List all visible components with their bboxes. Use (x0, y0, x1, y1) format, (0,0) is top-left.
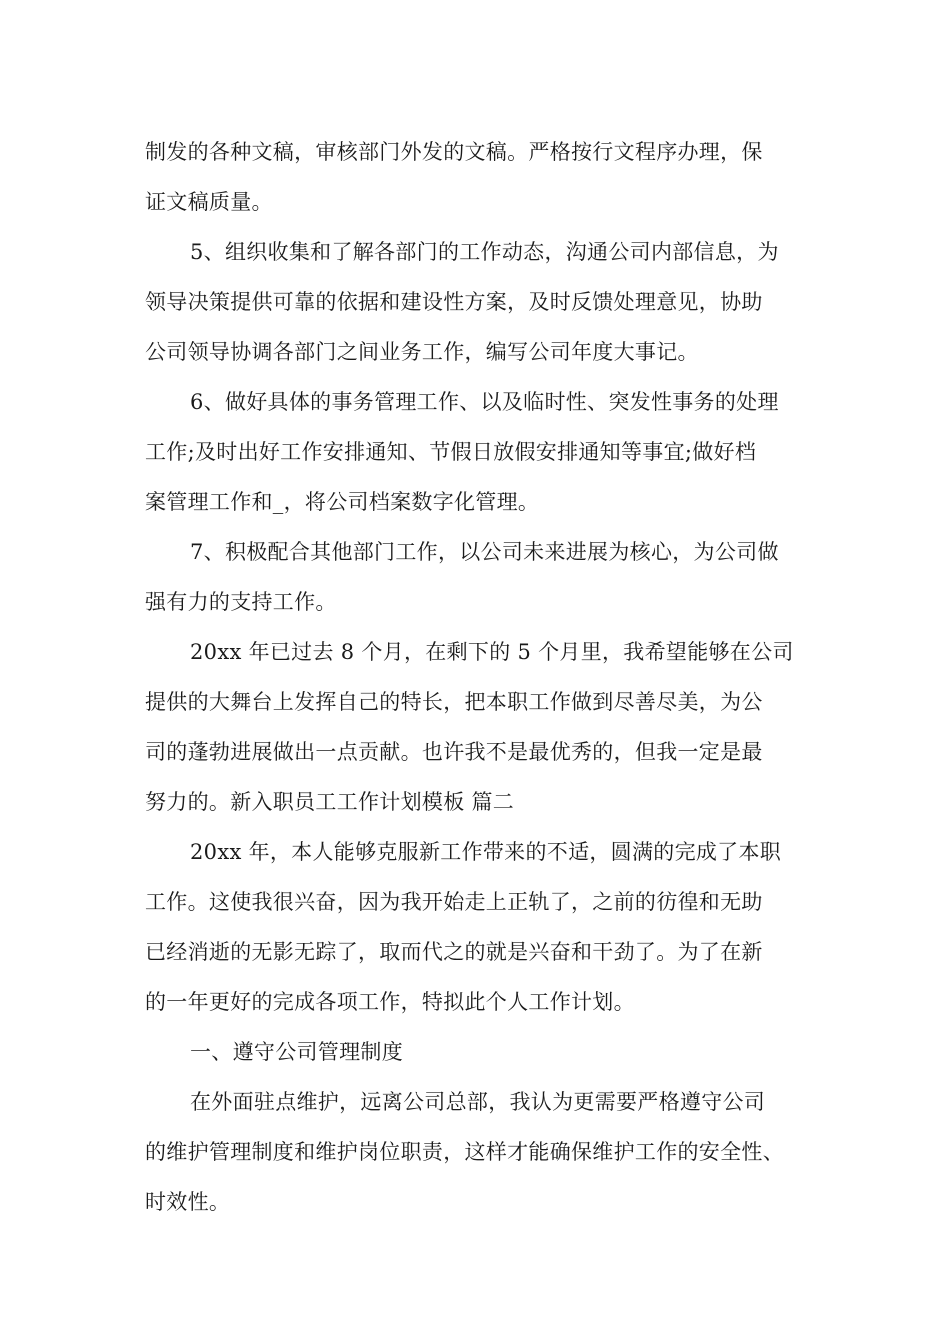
text-line: 时效性。 (145, 1190, 231, 1214)
text-line: 的维护管理制度和维护岗位职责，这样才能确保维护工作的安全性、 (145, 1140, 784, 1164)
text-line: 工作。这使我很兴奋，因为我开始走上正轨了，之前的彷徨和无助 (145, 890, 763, 914)
text-line: 工作;及时出好工作安排通知、节假日放假安排通知等事宜;做好档 (145, 440, 757, 464)
section-heading-line: 努力的。新入职员工工作计划模板 篇二 (145, 790, 515, 814)
text-line: 强有力的支持工作。 (145, 590, 337, 614)
paragraph-summary: 20xx 年已过去 8 个月，在剩下的 5 个月里，我希望能够在公司 (190, 640, 794, 664)
text-line: 制发的各种文稿，审核部门外发的文稿。严格按行文程序办理，保 (145, 140, 763, 164)
paragraph-item-7: 7、积极配合其他部门工作，以公司未来进展为核心，为公司做 (190, 540, 779, 564)
paragraph-item-6: 6、做好具体的事务管理工作、以及临时性、突发性事务的处理 (190, 390, 779, 414)
paragraph-intro: 20xx 年，本人能够克服新工作带来的不适，圆满的完成了本职 (190, 840, 782, 864)
text-line: 证文稿质量。 (145, 190, 273, 214)
paragraph-body: 在外面驻点维护，远离公司总部，我认为更需要严格遵守公司 (190, 1090, 766, 1114)
text-line: 案管理工作和_，将公司档案数字化管理。 (145, 490, 540, 514)
text-line: 的一年更好的完成各项工作，特拟此个人工作计划。 (145, 990, 635, 1014)
text-line: 司的蓬勃进展做出一点贡献。也许我不是最优秀的，但我一定是最 (145, 740, 763, 764)
text-line: 领导决策提供可靠的依据和建设性方案，及时反馈处理意见，协助 (145, 290, 763, 314)
text-line: 公司领导协调各部门之间业务工作，编写公司年度大事记。 (145, 340, 699, 364)
subheading: 一、遵守公司管理制度 (190, 1040, 403, 1064)
text-line: 提供的大舞台上发挥自己的特长，把本职工作做到尽善尽美，为公 (145, 690, 763, 714)
text-line: 已经消逝的无影无踪了，取而代之的就是兴奋和干劲了。为了在新 (145, 940, 763, 964)
paragraph-item-5: 5、组织收集和了解各部门的工作动态，沟通公司内部信息，为 (190, 240, 779, 264)
